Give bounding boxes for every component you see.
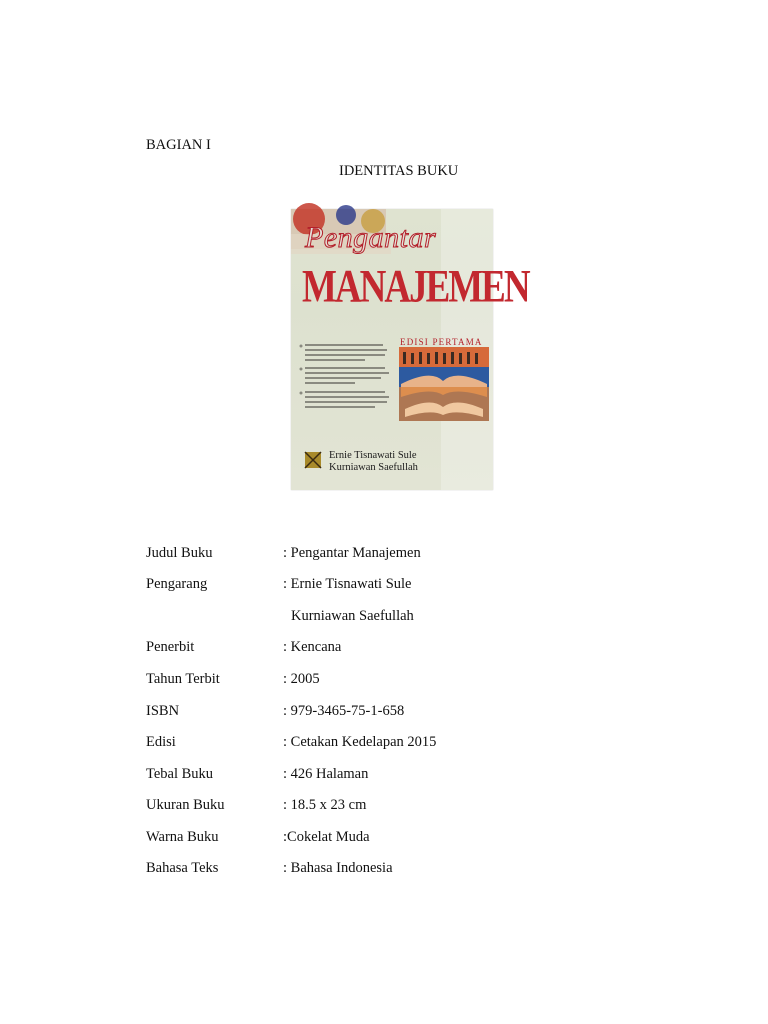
info-value: Kurniawan Saefullah: [291, 608, 414, 624]
cover-title-line1: Pengantar: [305, 221, 437, 254]
info-label: Bahasa Teks: [146, 860, 219, 876]
info-label: Pengarang: [146, 576, 208, 592]
info-value: : Ernie Tisnawati Sule: [283, 576, 412, 592]
info-row-tahun-terbit: [146, 671, 546, 691]
cover-author: Ernie Tisnawati Sule: [329, 450, 417, 461]
section-label: BAGIAN I: [146, 137, 211, 153]
book-cover-image: [291, 209, 529, 490]
info-label: Tebal Buku: [146, 766, 214, 782]
page-title: IDENTITAS BUKU: [339, 163, 459, 179]
info-value: : 426 Halaman: [283, 766, 369, 782]
info-label: Penerbit: [146, 639, 195, 655]
cover-author: Kurniawan Saefullah: [329, 462, 418, 473]
info-row-warna-buku: [146, 829, 546, 849]
info-value: : Kencana: [283, 639, 342, 655]
info-row-pengarang: [146, 576, 546, 596]
cover-title-line2: MANAJEMEN: [302, 261, 529, 313]
info-row-isbn: [146, 703, 546, 723]
info-label: Judul Buku: [146, 545, 213, 561]
info-row-judul: [146, 545, 546, 565]
info-row-tebal-buku: [146, 766, 546, 786]
cover-authors: [329, 450, 418, 474]
info-label: Ukuran Buku: [146, 797, 225, 813]
info-label: Edisi: [146, 734, 176, 750]
info-value: : Pengantar Manajemen: [283, 545, 421, 561]
info-row-pengarang-2: [146, 608, 546, 628]
info-value: : Cetakan Kedelapan 2015: [283, 734, 437, 750]
info-value: : 2005: [283, 671, 320, 687]
info-value: : 18.5 x 23 cm: [283, 797, 367, 813]
info-row-ukuran-buku: [146, 797, 546, 817]
info-value: :Cokelat Muda: [283, 829, 370, 845]
info-row-penerbit: [146, 639, 546, 659]
cover-edition: EDISI PERTAMA: [400, 337, 483, 347]
info-label: Tahun Terbit: [146, 671, 220, 687]
info-row-edisi: [146, 734, 546, 754]
info-value: : Bahasa Indonesia: [283, 860, 393, 876]
info-value: : 979-3465-75-1-658: [283, 703, 405, 719]
info-label: ISBN: [146, 703, 180, 719]
info-row-bahasa-teks: [146, 860, 546, 880]
info-label: Warna Buku: [146, 829, 219, 845]
